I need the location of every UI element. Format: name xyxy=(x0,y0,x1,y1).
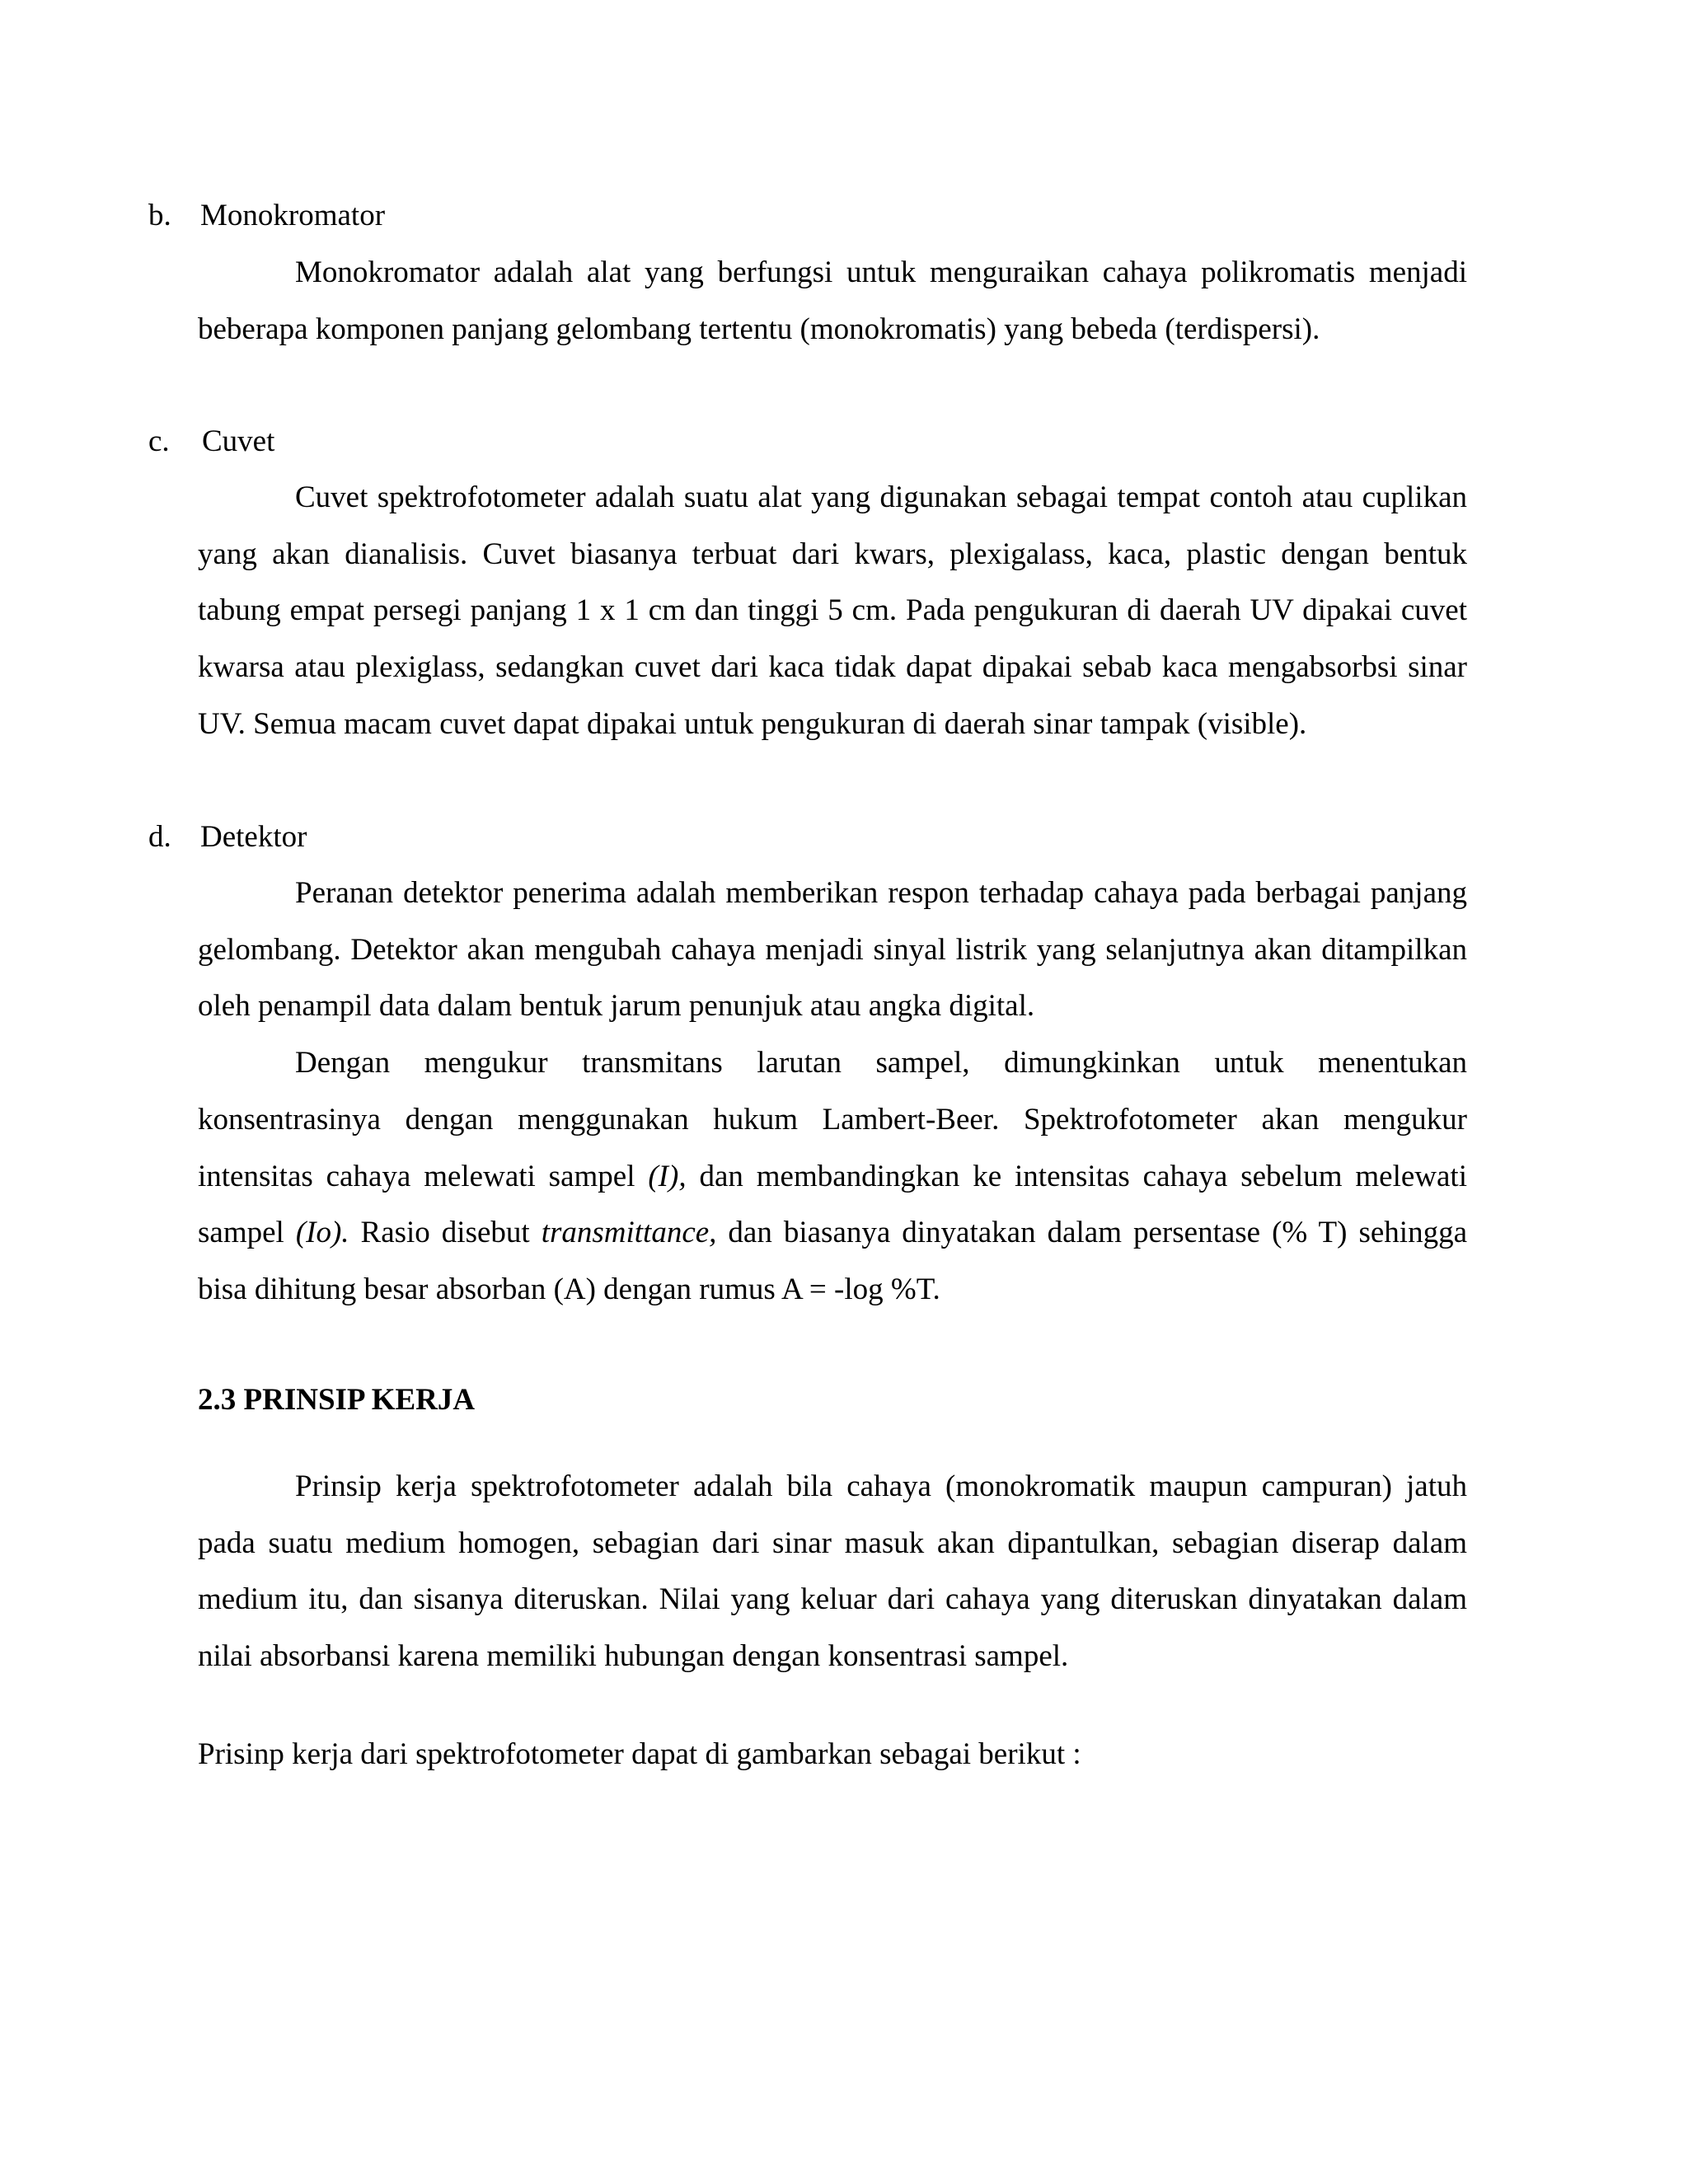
section-heading: 2.3 PRINSIP KERJA xyxy=(198,1383,476,1417)
text-segment: Dengan mengukur transmitans larutan sampel, dimungkinkan untuk menentukan konsentrasinya dengan menggunakan hukum Lambert-Beer. Spektrofotometer akan mengukur intensitas cahaya melewati sampel xyxy=(198,1046,1467,1193)
list-marker-d: d. xyxy=(148,820,171,854)
paragraph-prinsip-kerja: Prinsip kerja spektrofotometer adalah bila cahaya (monokromatik maupun campuran) jatuh pada suatu medium homogen, sebagian dari sinar masuk akan dipantulkan, sebagian diserap dalam medium itu, dan sisanya diteruskan. Nilai yang keluar dari cahaya yang diteruskan dinyatakan dalam nilai absorbansi karena memiliki hubungan dengan konsentrasi sampel. xyxy=(198,1469,1467,1674)
paragraph-block-prinsip xyxy=(198,1459,1467,1685)
paragraph-detektor-1: Peranan detektor penerima adalah memberikan respon terhadap cahaya pada berbagai panjang gelombang. Detektor akan mengubah cahaya menjadi sinyal listrik yang selanjutnya akan ditampilkan oleh penampil data dalam bentuk jarum penunjuk atau angka digital. xyxy=(198,876,1467,1024)
list-marker-b: b. xyxy=(148,199,171,232)
paragraph-block-detektor xyxy=(198,865,1467,1319)
italic-term-i: (I), xyxy=(648,1159,687,1193)
paragraph-cuvet: Cuvet spektrofotometer adalah suatu alat yang digunakan sebagai tempat contoh atau cuplikan yang akan dianalisis. Cuvet biasanya terbuat dari kwars, plexigalass, kaca, plastic dengan bentuk tabung empat persegi panjang 1 x 1 cm dan tinggi 5 cm. Pada pengukuran di daerah UV dipakai cuvet kwarsa atau plexiglass, sedangkan cuvet dari kaca tidak dapat dipakai sebab kaca mengabsorbsi sinar UV. Semua macam cuvet dapat dipakai untuk pengukuran di daerah sinar tampak (visible). xyxy=(198,480,1467,741)
text-segment: dan biasanya dinyatakan dalam persentase (% T) sehingga bisa dihitung besar absorban (A) dengan rumus A = -log %T. xyxy=(198,1216,1467,1306)
italic-term-io: (Io). xyxy=(295,1216,349,1250)
item-title-cuvet: Cuvet xyxy=(202,424,275,458)
text-segment: dan membandingkan ke intensitas cahaya sebelum melewati sampel xyxy=(198,1159,1467,1250)
item-title-detektor: Detektor xyxy=(200,820,307,854)
list-marker-c: c. xyxy=(148,424,170,458)
paragraph-monokromator: Monokromator adalah alat yang berfungsi untuk menguraikan cahaya polikromatis menjadi beberapa komponen panjang gelombang tertentu (monokromatis) yang bebeda (terdispersi). xyxy=(198,255,1467,346)
paragraph-block-monokromator xyxy=(198,245,1467,358)
item-title-monokromator: Monokromator xyxy=(200,199,386,232)
paragraph-block-cuvet xyxy=(198,470,1467,753)
paragraph-detektor-2 xyxy=(198,1035,1467,1319)
text-segment: Rasio disebut xyxy=(349,1216,542,1250)
closing-line: Prisinp kerja dari spektrofotometer dapat di gambarkan sebagai berikut : xyxy=(198,1737,1081,1771)
italic-term-transmittance: transmittance, xyxy=(541,1216,717,1250)
